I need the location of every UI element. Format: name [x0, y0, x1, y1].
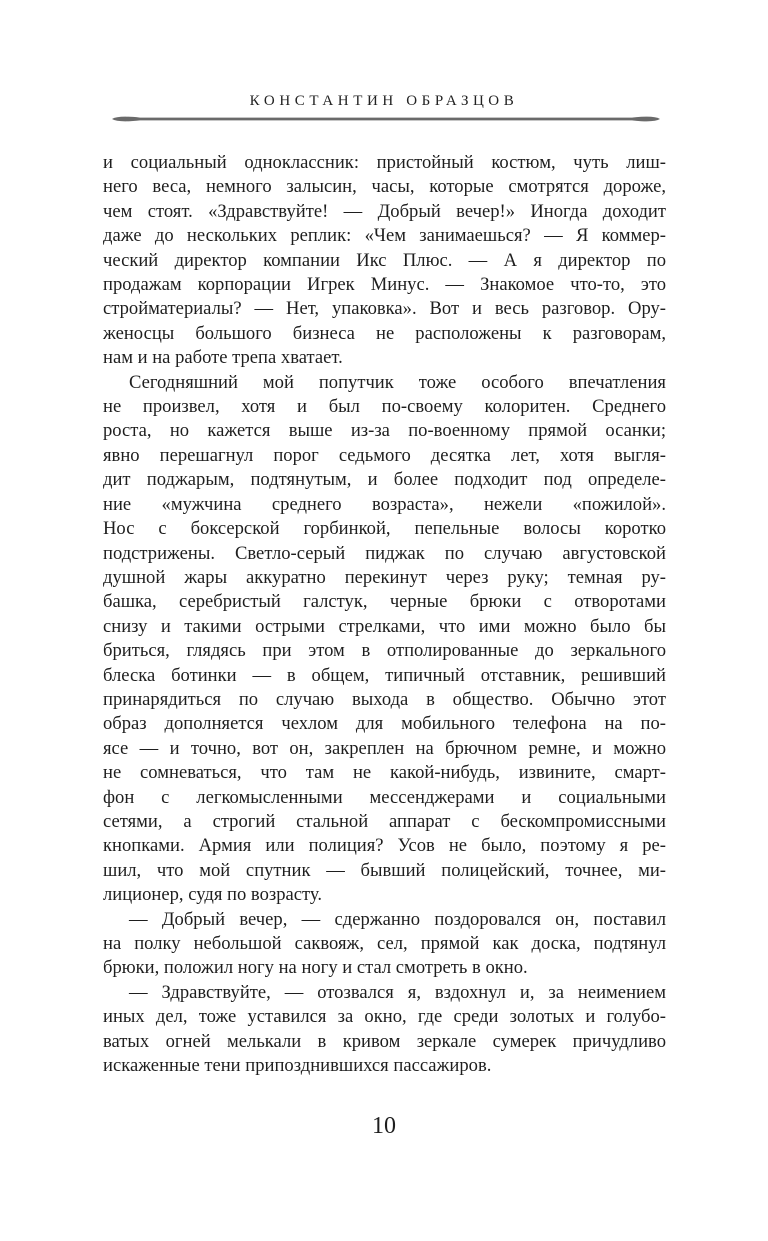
header-rule [112, 112, 660, 126]
text-line: образ дополняется чехлом для мобильного телефона на по- [103, 713, 666, 735]
text-line: не сомневаться, что там не какой-нибудь, извините, смарт- [103, 762, 666, 784]
text-line: — Добрый вечер, — сдержанно поздоровался он, поставил [129, 908, 666, 930]
text-line: Сегодняшний мой попутчик тоже особого впечатления [129, 371, 666, 393]
text-line: фон с легкомысленными мессенджерами и социальными [103, 786, 666, 808]
text-line: продажам корпорации Игрек Минус. — Знакомое что-то, это [103, 274, 666, 296]
text-line: даже до нескольких реплик: «Чем занимаешься? — Я коммер- [103, 225, 666, 247]
text-line: кнопками. Армия или полиция? Усов не было, поэтому я ре- [103, 835, 666, 857]
text-line: сетями, а строгий стальной аппарат с бескомпромиссными [103, 810, 666, 832]
text-line: ватых огней мелькали в кривом зеркале сумерек причудливо [103, 1030, 666, 1052]
text-line: принарядиться по случаю выхода в общество. Обычно этот [103, 688, 666, 710]
text-line: иных дел, тоже уставился за окно, где среди золотых и голубо- [103, 1006, 666, 1028]
paragraph-1 [103, 151, 666, 371]
text-line: брюки, положил ногу на ногу и стал смотреть в окно. [103, 957, 528, 979]
text-line: блеска ботинки — в общем, типичный отставник, решивший [103, 664, 666, 686]
text-line: душной жары аккуратно перекинут через руку; темная ру- [103, 566, 666, 588]
running-head: КОНСТАНТИН ОБРАЗЦОВ [249, 93, 519, 109]
text-line: ческий директор компании Икс Плюс. — А я директор по [103, 249, 666, 271]
text-line: шил, что мой спутник — бывший полицейский, точнее, ми- [103, 859, 666, 881]
text-line: подстрижены. Светло-серый пиджак по случаю августовской [103, 542, 666, 564]
text-line: нам и на работе трепа хватает. [103, 347, 343, 369]
text-line: чем стоят. «Здравствуйте! — Добрый вечер!» Иногда доходит [103, 200, 666, 222]
text-line: на полку небольшой саквояж, сел, прямой как доска, подтянул [103, 933, 666, 954]
paragraph-4 [103, 981, 666, 1079]
body-text [103, 151, 666, 1078]
text-line: роста, но кажется выше из-за по-военному прямой осанки; [103, 420, 666, 442]
page-number: 10 [372, 1113, 396, 1139]
text-line: ясе — и точно, вот он, закреплен на брючном ремне, и можно [103, 737, 666, 759]
paragraph-2 [103, 371, 666, 908]
text-line: и социальный одноклассник: пристойный костюм, чуть лиш- [103, 152, 666, 173]
text-line: — Здравствуйте, — отозвался я, вздохнул и, за неимением [129, 981, 666, 1003]
paragraph-3 [103, 908, 666, 981]
text-line: башка, серебристый галстук, черные брюки с отворотами [103, 591, 666, 613]
text-line: снизу и такими острыми стрелками, что ими можно было бы [103, 615, 666, 637]
text-line: ние «мужчина среднего возраста», нежели «пожилой». [103, 493, 666, 515]
text-line: искаженные тени припозднившихся пассажиров. [103, 1055, 492, 1077]
text-line: не произвел, хотя и был по-своему колоритен. Среднего [103, 396, 666, 418]
text-line: явно перешагнул порог седьмого десятка лет, хотя выгля- [103, 444, 666, 466]
text-line: бриться, глядясь при этом в отполированные до зеркального [103, 640, 666, 662]
text-line: женосцы большого бизнеса не расположены к разговорам, [103, 322, 666, 344]
text-line: Нос с боксерской горбинкой, пепельные волосы коротко [103, 518, 666, 540]
text-line: него веса, немного залысин, часы, которые смотрятся дороже, [103, 176, 666, 198]
text-line: стройматериалы? — Нет, упаковка». Вот и весь разговор. Ору- [103, 298, 666, 320]
text-line: дит поджарым, подтянутым, и более подходит под определе- [103, 469, 666, 491]
text-line: лиционер, судя по возрасту. [103, 884, 322, 906]
